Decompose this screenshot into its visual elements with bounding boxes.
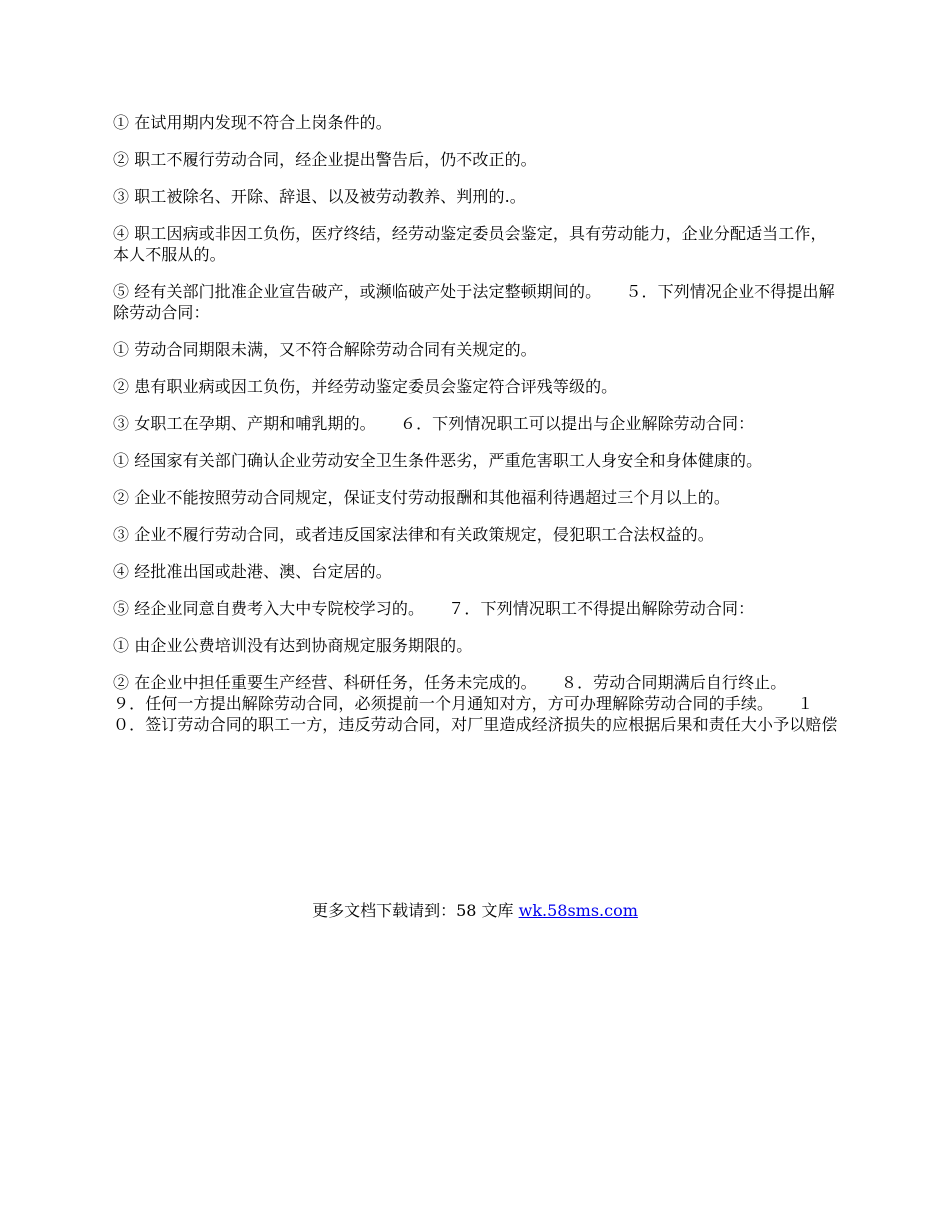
document-body xyxy=(113,112,838,751)
footer-prefix-text: 更多文档下载请到：58 文库 xyxy=(312,901,519,920)
paragraph: ⑤ 经有关部门批准企业宣告破产，或濒临破产处于法定整顿期间的。 ５．下列情况企业不得提出解除劳动合同： xyxy=(113,282,835,322)
paragraph: ① 劳动合同期限未满，又不符合解除劳动合同有关规定的。 xyxy=(113,340,537,359)
paragraph: ① 由企业公费培训没有达到协商规定服务期限的。 xyxy=(113,636,473,655)
paragraph: ② 在企业中担任重要生产经营、科研任务，任务未完成的。 ８．劳动合同期满后自行终止。 ９．任何一方提出解除劳动合同，必须提前一个月通知对方，方可办理解除劳动合同的手续。 １０．签订劳动合同的职工一方，违反劳动合同，对厂里造成经济损失的应根据后果和责任大小予以赔偿 xyxy=(113,673,838,734)
paragraph: ② 企业不能按照劳动合同规定，保证支付劳动报酬和其他福利待遇超过三个月以上的。 xyxy=(113,488,730,507)
paragraph: ① 经国家有关部门确认企业劳动安全卫生条件恶劣，严重危害职工人身安全和身体健康的。 xyxy=(113,451,763,470)
paragraph: ③ 职工被除名、开除、辞退、以及被劳动教养、判刑的.。 xyxy=(113,187,526,206)
paragraph: ③ 企业不履行劳动合同，或者违反国家法律和有关政策规定，侵犯职工合法权益的。 xyxy=(113,525,714,544)
paragraph: ④ 职工因病或非因工负伤，医疗终结，经劳动鉴定委员会鉴定，具有劳动能力，企业分配适当工作，本人不服从的。 xyxy=(113,224,827,264)
paragraph: ⑤ 经企业同意自费考入大中专院校学习的。 ７．下列情况职工不得提出解除劳动合同： xyxy=(113,599,755,618)
paragraph: ① 在试用期内发现不符合上岗条件的。 xyxy=(113,113,392,132)
paragraph: ② 职工不履行劳动合同，经企业提出警告后，仍不改正的。 xyxy=(113,150,537,169)
paragraph: ② 患有职业病或因工负伤，并经劳动鉴定委员会鉴定符合评残等级的。 xyxy=(113,377,618,396)
paragraph: ④ 经批准出国或赴港、澳、台定居的。 xyxy=(113,562,392,581)
download-footer xyxy=(0,900,950,922)
footer-site-link[interactable]: wk.58sms.com xyxy=(518,901,638,920)
paragraph: ③ 女职工在孕期、产期和哺乳期的。 ６．下列情况职工可以提出与企业解除劳动合同： xyxy=(113,414,755,433)
